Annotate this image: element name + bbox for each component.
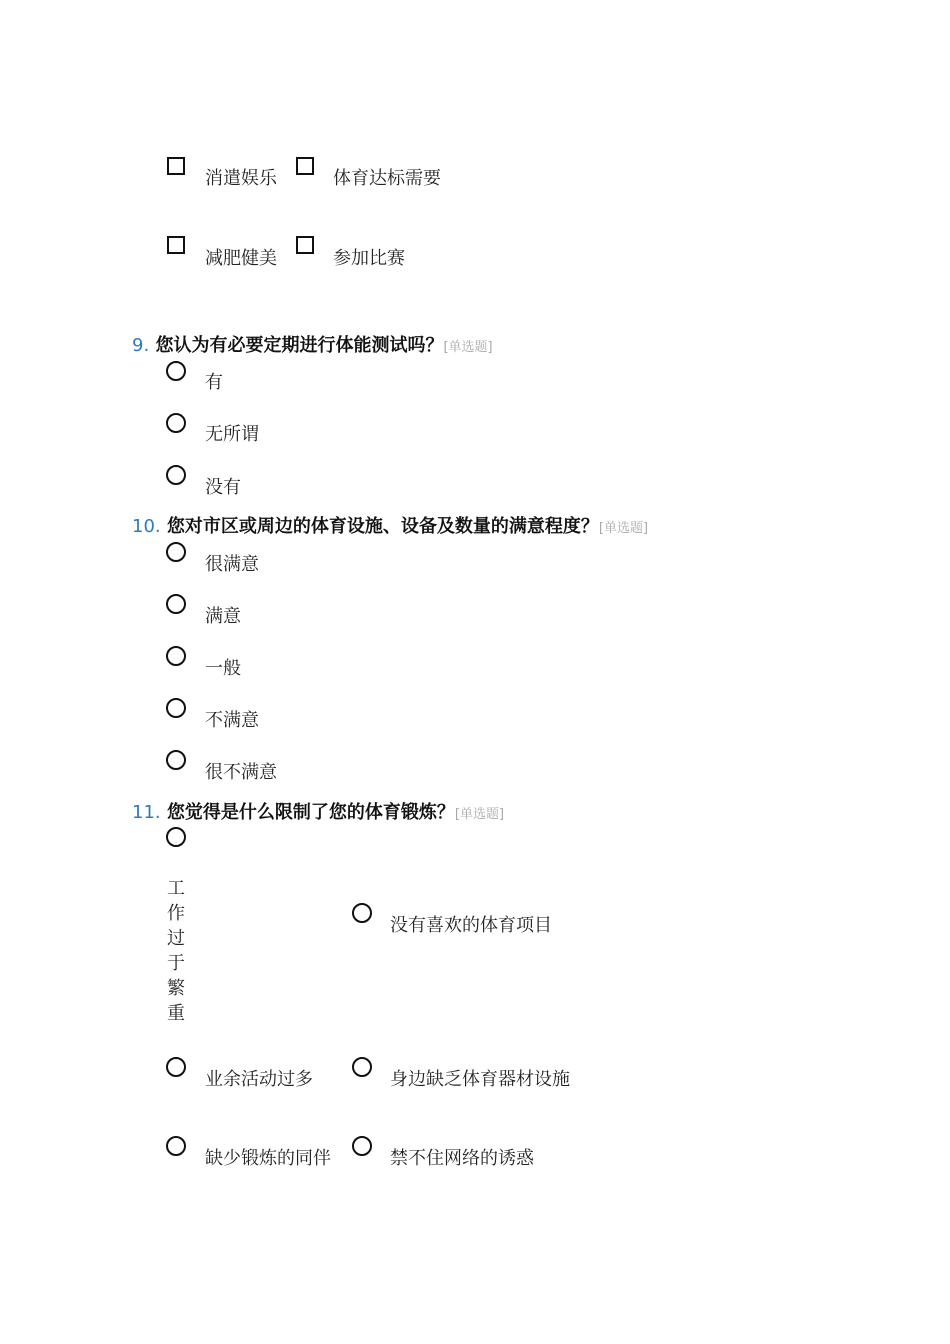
question-11-title: [132, 802, 504, 826]
checkbox[interactable]: [296, 157, 314, 175]
option-label: 没有: [205, 477, 241, 498]
radio-button[interactable]: [166, 594, 186, 614]
option-label: 消遣娱乐: [205, 168, 277, 189]
radio-button[interactable]: [352, 1057, 372, 1077]
question-10-title: [132, 516, 648, 540]
question-9-title: [132, 335, 493, 359]
radio-button[interactable]: [166, 646, 186, 666]
radio-button[interactable]: [166, 827, 186, 847]
option-label: 减肥健美: [205, 248, 277, 269]
option-label: 缺少锻炼的同伴: [205, 1148, 331, 1169]
question-number: 10.: [132, 516, 161, 537]
question-type-tag: [单选题]: [454, 807, 505, 822]
checkbox[interactable]: [296, 236, 314, 254]
radio-button[interactable]: [166, 1057, 186, 1077]
option-label: 不满意: [205, 710, 259, 731]
radio-button[interactable]: [166, 413, 186, 433]
question-text: 您觉得是什么限制了您的体育锻炼？: [166, 802, 455, 823]
option-label: 体育达标需要: [333, 168, 441, 189]
option-label: 禁不住网络的诱惑: [390, 1148, 534, 1169]
question-type-tag: [单选题]: [443, 340, 493, 355]
checkbox[interactable]: [167, 157, 185, 175]
option-label: 一般: [205, 658, 241, 679]
radio-button[interactable]: [166, 361, 186, 381]
radio-button[interactable]: [166, 698, 186, 718]
option-label: 满意: [205, 606, 241, 627]
checkbox[interactable]: [167, 236, 185, 254]
question-type-tag: [单选题]: [598, 521, 649, 536]
option-label: 工作过于繁重: [167, 878, 185, 1024]
radio-button[interactable]: [166, 750, 186, 770]
question-number: 11.: [132, 802, 161, 823]
option-label: 有: [205, 372, 223, 393]
radio-button[interactable]: [352, 903, 372, 923]
question-text: 您认为有必要定期进行体能测试吗？: [155, 335, 444, 356]
option-label: 业余活动过多: [205, 1069, 313, 1090]
option-label: 参加比赛: [333, 248, 405, 269]
radio-button[interactable]: [166, 465, 186, 485]
radio-button[interactable]: [166, 542, 186, 562]
option-label: 身边缺乏体育器材设施: [390, 1069, 570, 1090]
question-text: 您对市区或周边的体育设施、设备及数量的满意程度？: [166, 516, 599, 537]
radio-button[interactable]: [352, 1136, 372, 1156]
option-label: 没有喜欢的体育项目: [390, 915, 552, 936]
radio-button[interactable]: [166, 1136, 186, 1156]
option-label: 很不满意: [205, 762, 277, 783]
question-number: 9.: [132, 335, 150, 356]
option-label: 无所谓: [205, 424, 259, 445]
option-label: 很满意: [205, 554, 259, 575]
